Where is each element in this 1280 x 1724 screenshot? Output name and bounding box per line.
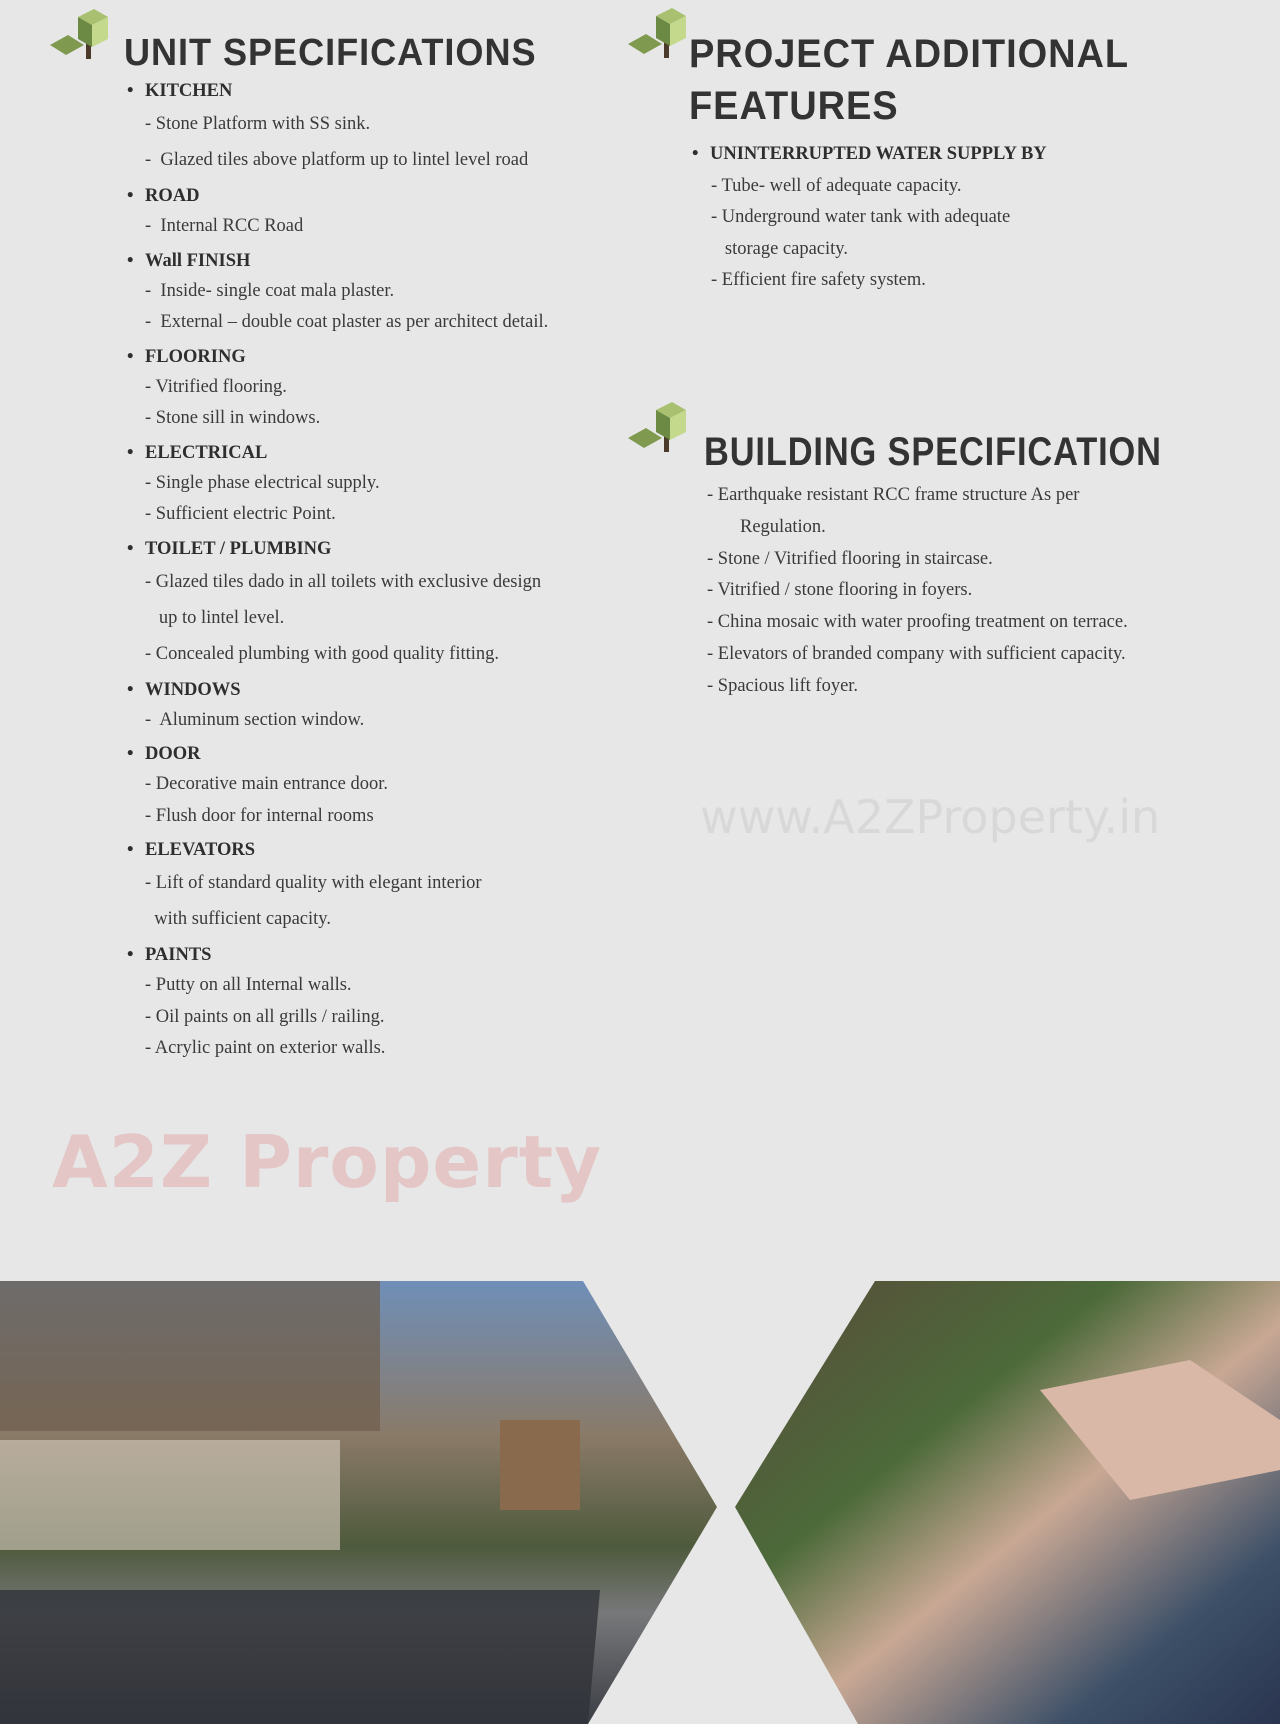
section-heading: • Wall FINISH: [127, 246, 627, 276]
spec-line: - Internal RCC Road: [145, 216, 304, 236]
section-heading: • FLOORING: [127, 342, 627, 372]
spec-line: - Aluminum section window.: [145, 709, 365, 730]
section-heading: • KITCHEN: [127, 76, 627, 106]
section-heading: • PAINTS: [127, 940, 627, 970]
feature-line: - Underground water tank with adequate: [711, 207, 1011, 227]
spec-line: - Concealed plumbing with good quality fitting.: [145, 643, 500, 664]
building-spec-line: - Earthquake resistant RCC frame structure As per: [707, 485, 1080, 505]
spec-line: - Glazed tiles above platform up to lintel level road: [145, 150, 529, 170]
spec-line: - External – double coat plaster as per architect detail.: [145, 312, 549, 332]
feature-line: - Efficient fire safety system.: [711, 270, 926, 290]
road: [0, 1590, 600, 1724]
section-heading: • ROAD: [127, 181, 627, 211]
title-line: FEATURES: [689, 84, 899, 128]
building-spec-line: - Vitrified / stone flooring in foyers.: [707, 580, 973, 601]
watermark-url: www.A2ZProperty.in: [700, 790, 1161, 844]
building-spec-line: Regulation.: [740, 516, 826, 537]
spec-line: - Decorative main entrance door.: [145, 774, 388, 794]
entrance-gate: [500, 1420, 580, 1510]
section-heading: • ELEVATORS: [127, 835, 627, 865]
spec-line: up to lintel level.: [145, 607, 285, 628]
section-heading: • WINDOWS: [127, 675, 627, 705]
shopfront: [0, 1440, 340, 1550]
watermark-logo-text: A2Z Property: [52, 1120, 603, 1204]
section-heading: • DOOR: [127, 739, 627, 769]
section-heading: • ELECTRICAL: [127, 438, 627, 468]
spec-line: - Inside- single coat mala plaster.: [145, 280, 395, 301]
spec-line: - Vitrified flooring.: [145, 376, 287, 397]
feature-line: storage capacity.: [711, 238, 848, 259]
spec-line: - Oil paints on all grills / railing.: [145, 1006, 385, 1027]
spec-line: - Stone sill in windows.: [145, 408, 321, 428]
aerial-view-photo: [735, 1281, 1280, 1724]
spec-line: - Putty on all Internal walls.: [145, 975, 352, 995]
section-heading: • UNINTERRUPTED WATER SUPPLY BY: [692, 139, 1252, 171]
spec-line: - Acrylic paint on exterior walls.: [145, 1038, 386, 1058]
title-line: PROJECT ADDITIONAL: [689, 32, 1130, 76]
spec-line: with sufficient capacity.: [145, 909, 331, 929]
building-facade: [0, 1281, 380, 1431]
spec-line: - Lift of standard quality with elegant interior: [145, 873, 482, 893]
spec-line: - Glazed tiles dado in all toilets with exclusive design: [145, 571, 542, 592]
spec-line: - Sufficient electric Point.: [145, 504, 336, 524]
building-spec-line: - Spacious lift foyer.: [707, 675, 859, 696]
section-heading: • TOILET / PLUMBING: [127, 534, 627, 564]
building-specification-title: BUILDING SPECIFICATION: [704, 430, 1162, 474]
building-spec-line: - Stone / Vitrified flooring in staircase.: [707, 548, 993, 569]
building-spec-line: - Elevators of branded company with sufficient capacity.: [707, 643, 1126, 664]
spec-line: - Flush door for internal rooms: [145, 805, 374, 826]
feature-line: - Tube- well of adequate capacity.: [711, 175, 962, 196]
building-spec-line: - China mosaic with water proofing treatment on terrace.: [707, 612, 1128, 633]
spec-line: - Stone Platform with SS sink.: [145, 114, 371, 134]
unit-specifications-title: UNIT SPECIFICATIONS: [124, 32, 537, 74]
spec-line: - Single phase electrical supply.: [145, 472, 380, 493]
